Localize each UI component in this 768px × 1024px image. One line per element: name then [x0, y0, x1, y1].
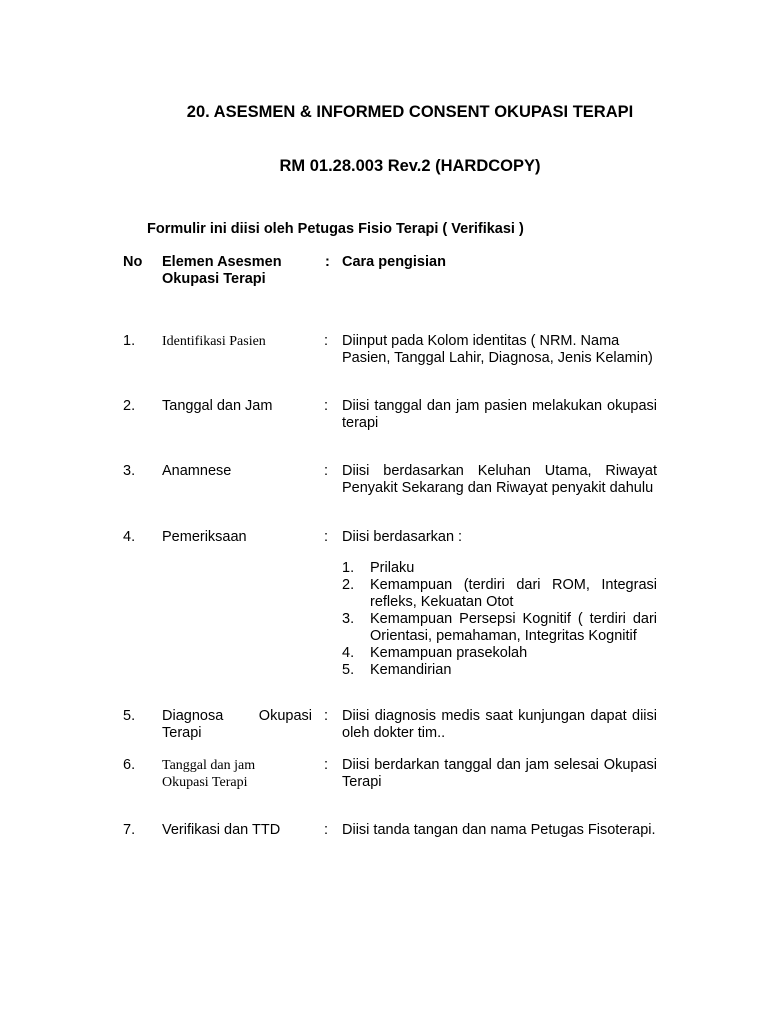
list-item: 4. Kemampuan prasekolah: [342, 645, 528, 661]
row-element: Tanggal dan Jam: [162, 398, 273, 414]
list-item: 1. Prilaku: [342, 560, 415, 576]
row-number: 2.: [123, 398, 136, 414]
row-element: Tanggal dan jam Okupasi Terapi: [162, 758, 256, 790]
row-colon: :: [324, 463, 329, 479]
row-element: Anamnese: [162, 463, 232, 479]
row-colon: :: [324, 708, 329, 724]
row-colon: :: [324, 398, 329, 414]
row-number: 5.: [123, 708, 136, 724]
row-number: 3.: [123, 463, 136, 479]
header-elemen: Elemen Asesmen Okupasi Terapi: [162, 254, 282, 287]
row-colon: :: [324, 529, 329, 545]
row-element: Diagnosa Okupasi Terapi: [162, 708, 312, 741]
header-colon: :: [325, 254, 330, 270]
list-item: 2. Kemampuan (terdiri dari ROM, Integrasi refleks, Kekuatan Otot: [342, 577, 657, 610]
row-description: Diisi tanggal dan jam pasien melakukan okupasi terapi: [342, 398, 657, 431]
assessment-sublist: [342, 560, 657, 679]
row-element: Pemeriksaan: [162, 529, 247, 545]
list-item: 5. Kemandirian: [342, 662, 452, 678]
row-element: Identifikasi Pasien: [162, 334, 266, 349]
row-description: Diinput pada Kolom identitas ( NRM. Nama Pasien, Tanggal Lahir, Diagnosa, Jenis Kelamin): [342, 333, 653, 366]
row-number: 1.: [123, 333, 136, 349]
row-colon: :: [324, 757, 329, 773]
row-element: Verifikasi dan TTD: [162, 822, 281, 838]
list-item: 3. Kemampuan Persepsi Kognitif ( terdiri dari Orientasi, pemahaman, Integritas Kognitif: [342, 611, 657, 644]
row-colon: :: [324, 333, 329, 349]
form-code: RM 01.28.003 Rev.2 (HARDCOPY): [279, 157, 541, 175]
row-colon: :: [324, 822, 329, 838]
row-description: Diisi tanda tangan dan nama Petugas Fisoterapi.: [342, 822, 656, 838]
header-no: No: [123, 254, 143, 270]
header-cara: Cara pengisian: [342, 254, 446, 270]
document-title: 20. ASESMEN & INFORMED CONSENT OKUPASI TERAPI: [186, 103, 634, 121]
row-description: Diisi berdasarkan :: [342, 529, 463, 545]
row-description: Diisi diagnosis medis saat kunjungan dapat diisi oleh dokter tim..: [342, 708, 657, 741]
row-number: 4.: [123, 529, 136, 545]
row-number: 7.: [123, 822, 136, 838]
row-description: Diisi berdarkan tanggal dan jam selesai Okupasi Terapi: [342, 757, 657, 790]
row-number: 6.: [123, 757, 136, 773]
row-description: Diisi berdasarkan Keluhan Utama, Riwayat Penyakit Sekarang dan Riwayat penyakit dahulu: [342, 463, 657, 496]
form-subtitle: Formulir ini diisi oleh Petugas Fisio Terapi ( Verifikasi ): [147, 221, 524, 237]
